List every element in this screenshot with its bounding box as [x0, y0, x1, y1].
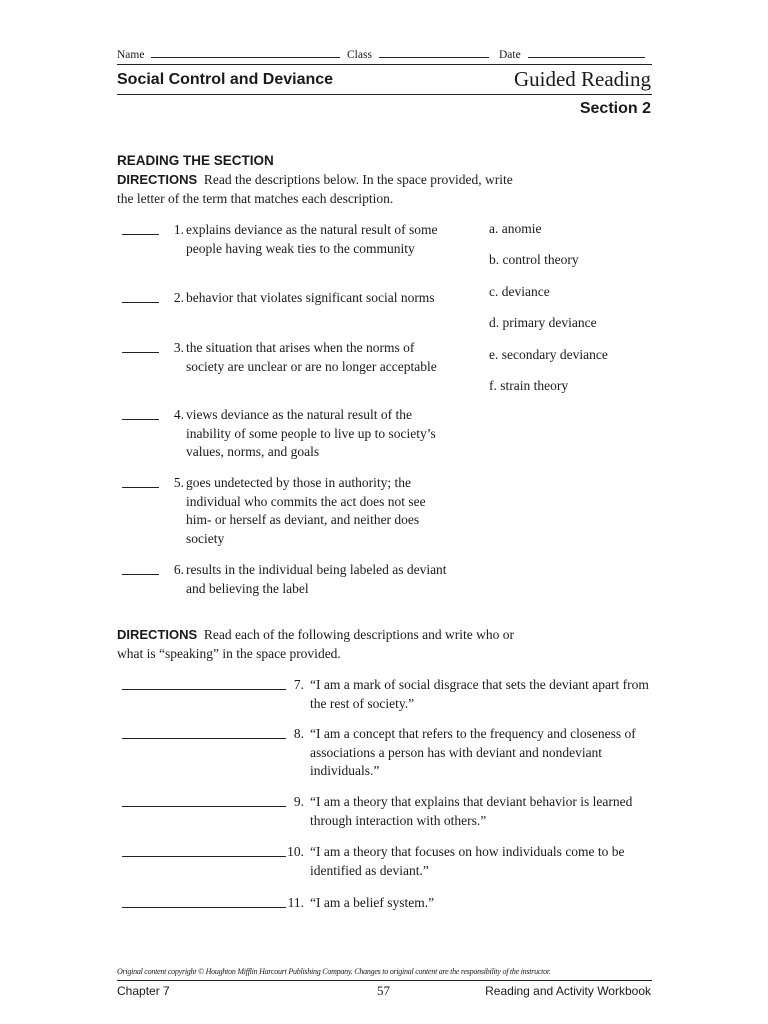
item-number: 3. — [173, 340, 184, 355]
item-text: “I am a theory that explains that deviant behavior is learned through interaction with others.” — [310, 794, 633, 828]
item-text: behavior that violates significant social norms — [186, 290, 435, 305]
answer-blank[interactable] — [122, 689, 286, 690]
copyright-notice: Original content copyright © Houghton Mifflin Harcourt Publishing Company. Changes to original content are the responsibility of the instructor. — [117, 967, 551, 976]
item-number: 1. — [173, 222, 184, 237]
header-top-rule — [117, 64, 652, 65]
answer-blank[interactable] — [122, 907, 286, 908]
item-number: 6. — [173, 562, 184, 577]
item-number: 4. — [173, 407, 184, 422]
item-text: explains deviance as the natural result of some people having weak ties to the community — [186, 222, 438, 256]
item-text: “I am a theory that focuses on how individuals come to be identified as deviant.” — [310, 844, 625, 878]
item-number: 2. — [173, 290, 184, 305]
answer-blank[interactable] — [122, 738, 286, 739]
part2-directions — [117, 626, 577, 663]
term-f: f. strain theory — [489, 378, 569, 393]
item-text: results in the individual being labeled as deviant and believing the label — [186, 562, 447, 596]
class-field-row — [347, 46, 489, 61]
item-number: 5. — [173, 475, 184, 490]
part2-directions-line1 — [117, 626, 577, 645]
term-a: a. anomie — [489, 221, 542, 236]
part1-directions-line2: the letter of the term that matches each description. — [117, 190, 394, 206]
chapter-label: Chapter 7 — [117, 984, 170, 998]
term-d: d. primary deviance — [489, 315, 597, 330]
part2-directions-text1: Read each of the following descriptions and write who or — [203, 627, 514, 642]
item-text: views deviance as the natural result of the inability of some people to live up to society’s values, norms, and goals — [186, 407, 436, 459]
guided-reading-label: Guided Reading — [513, 67, 651, 91]
answer-blank[interactable] — [122, 352, 159, 353]
term-e: e. secondary deviance — [489, 347, 608, 362]
directions-label: DIRECTIONS — [117, 172, 198, 187]
reading-section-heading: READING THE SECTION — [117, 153, 274, 168]
part1-directions — [117, 171, 577, 208]
item-text: the situation that arises when the norms of society are unclear or are no longer acceptable — [186, 340, 437, 374]
term-b: b. control theory — [489, 252, 579, 267]
header-bottom-rule — [117, 94, 652, 95]
date-label: Date — [499, 49, 521, 61]
item-text: “I am a belief system.” — [310, 895, 435, 910]
footer-rule — [117, 980, 652, 981]
item-text: “I am a concept that refers to the frequency and closeness of associations a person has with deviant and nondeviant individuals.” — [310, 726, 636, 778]
workbook-label: Reading and Activity Workbook — [485, 984, 651, 998]
answer-blank[interactable] — [122, 574, 159, 575]
item-text: goes undetected by those in authority; the individual who commits the act does not see him- or herself as deviant, and neither does society — [186, 475, 426, 546]
class-label: Class — [347, 49, 372, 61]
answer-blank[interactable] — [122, 806, 286, 807]
part1-directions-text1: Read the descriptions below. In the space provided, write — [203, 172, 513, 187]
class-field[interactable] — [379, 46, 489, 58]
answer-blank[interactable] — [122, 487, 159, 488]
part2-directions-line2: what is “speaking” in the space provided. — [117, 645, 341, 661]
item-number: 9. — [293, 794, 304, 809]
name-field[interactable] — [151, 46, 340, 58]
section-label: Section 2 — [579, 100, 651, 117]
item-number: 11. — [287, 895, 304, 910]
part1-directions-line1 — [117, 171, 577, 190]
name-label: Name — [117, 49, 145, 61]
answer-blank[interactable] — [122, 419, 159, 420]
item-number: 7. — [293, 677, 304, 692]
name-field-row — [117, 46, 340, 61]
page-number: 57 — [377, 983, 390, 998]
date-field[interactable] — [528, 46, 645, 58]
directions-label: DIRECTIONS — [117, 627, 198, 642]
answer-blank[interactable] — [122, 856, 286, 857]
date-field-row — [499, 46, 645, 61]
item-number: 10. — [287, 844, 304, 859]
answer-blank[interactable] — [122, 302, 159, 303]
answer-blank[interactable] — [122, 234, 159, 235]
term-c: c. deviance — [489, 284, 550, 299]
item-number: 8. — [293, 726, 304, 741]
page-title: Social Control and Deviance — [117, 71, 334, 88]
item-text: “I am a mark of social disgrace that sets the deviant apart from the rest of society.” — [310, 677, 649, 711]
